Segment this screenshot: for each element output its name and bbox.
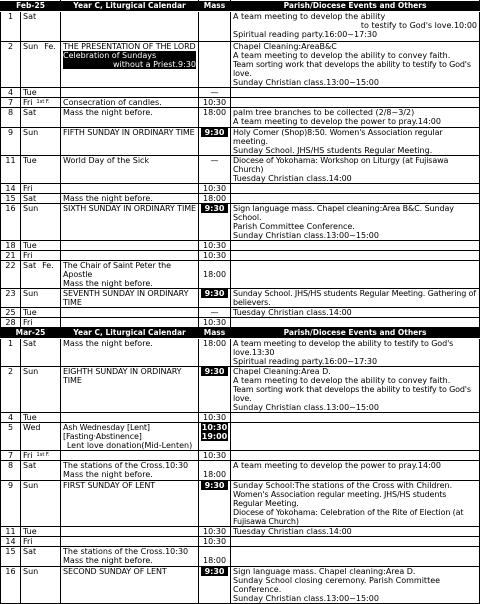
event-line: Sunday School. JHS/HS students Regular Meeting. Gathering of believers. (233, 289, 476, 307)
mass-time: 10:30 (202, 413, 227, 422)
events-cell (231, 88, 480, 98)
date-cell: 5 (1, 423, 21, 451)
mass-time: 18:00 (202, 339, 227, 348)
events-cell (231, 128, 480, 156)
date-cell: 15 (1, 194, 21, 204)
mass-time-cell (199, 156, 231, 184)
calendar-row (1, 156, 480, 184)
calendar-row (1, 413, 480, 423)
calendar-row (1, 527, 480, 537)
mass-time: 18:00 (202, 556, 227, 565)
mass-time-highlight: 9:30 (201, 128, 228, 137)
calendar-row (1, 461, 480, 481)
weekday-label: Tue (23, 413, 37, 422)
events-cell (231, 251, 480, 261)
event-line: to testify to God's love.10:00 (360, 21, 478, 30)
event-line: Women's Association regular meeting. JHS/HS students Regular Meeting. (233, 490, 447, 508)
mass-time-cell (199, 194, 231, 204)
mass-time-cell (199, 451, 231, 461)
date-cell: 4 (1, 88, 21, 98)
events-cell (231, 423, 480, 451)
weekday-label: Sat (23, 12, 37, 21)
weekday-cell (21, 567, 61, 604)
date-cell: 16 (1, 567, 21, 604)
event-line: Sunday Christian class.13:00~15:00 (233, 403, 379, 412)
weekday-cell (21, 194, 61, 204)
event-line: Chapel Cleaning:AreaB&C (233, 42, 337, 51)
weekday-label: Tue (23, 156, 37, 165)
mass-time-cell (199, 184, 231, 194)
mass-time-highlight: 9:30 (201, 204, 228, 213)
weekday-label: Wed (23, 423, 41, 432)
mass-time-highlight: 19:00 (201, 432, 228, 441)
calendar-row (1, 339, 480, 367)
events-cell (231, 527, 480, 537)
weekday-cell (21, 318, 61, 328)
event-line: Diocese of Yokohama: Celebration of the Rite of Election (at Fujisawa Church) (233, 508, 464, 526)
weekday-cell (21, 527, 61, 537)
mass-time: 10:30 (202, 318, 227, 327)
weekday-label: Tue (23, 88, 37, 97)
weekday-label: Sat (23, 194, 37, 203)
header-mass: Mass (199, 328, 231, 339)
event-line: Parish Committee Conference. (233, 222, 355, 231)
events-cell (231, 318, 480, 328)
liturgical-cell (61, 241, 199, 251)
events-cell (231, 241, 480, 251)
weekday-label: Sat (23, 461, 37, 470)
calendar-header-row (1, 328, 480, 339)
calendar-row (1, 204, 480, 241)
liturgical-cell (61, 451, 199, 461)
mass-time (201, 461, 228, 470)
header-month: Feb-25 (1, 1, 61, 12)
date-cell: 16 (1, 204, 21, 241)
mass-time-cell (199, 98, 231, 108)
date-cell: 14 (1, 184, 21, 194)
mass-time: 18:00 (202, 470, 227, 479)
date-cell: 1 (1, 339, 21, 367)
calendar-row (1, 261, 480, 289)
weekday-cell (21, 339, 61, 367)
weekday-label: Tue (23, 241, 37, 250)
date-cell: 8 (1, 461, 21, 481)
liturgical-cell (61, 194, 199, 204)
mass-time-highlight: 10:30 (201, 423, 228, 432)
event-line: Team sorting work that develops the ability to testify to God's love. (233, 385, 471, 403)
weekday-label: Fri (23, 318, 33, 327)
weekday-cell (21, 42, 61, 88)
event-line: Sunday Christian class.13:00~15:00 (233, 231, 379, 240)
liturgical-line: Mass the night before. (63, 194, 153, 203)
mass-time-cell (199, 481, 231, 527)
weekday-cell (21, 308, 61, 318)
date-cell: 7 (1, 451, 21, 461)
weekday-label: Sun (23, 481, 39, 490)
liturgical-line: Mass the night before. (63, 556, 153, 565)
mass-time-cell (199, 547, 231, 567)
event-line: Sunday Christian class.13:00~15:00 (233, 78, 379, 87)
mass-time: 10:30 (202, 251, 227, 260)
calendar-row (1, 481, 480, 527)
mass-time-cell (199, 461, 231, 481)
mass-time-cell (199, 251, 231, 261)
mass-time: — (210, 156, 219, 165)
weekday-cell (21, 547, 61, 567)
liturgical-line: THE PRESENTATION OF THE LORD (63, 42, 196, 51)
mass-time: — (210, 308, 219, 317)
mass-time (201, 547, 228, 556)
events-cell (231, 156, 480, 184)
date-cell: 11 (1, 156, 21, 184)
weekday-label: Fri (23, 251, 33, 260)
event-line: A team meeting to develop the power to pray.14:00 (233, 117, 441, 126)
mass-time-cell (199, 128, 231, 156)
weekday-cell (21, 204, 61, 241)
event-line: Sunday School closing ceremony. Parish Committee Conference. (233, 576, 441, 594)
first-friday-mark: 1st F. (36, 99, 50, 105)
header-events: Parish/Diocese Events and Others (231, 1, 480, 12)
mass-time: 10:30 (202, 98, 227, 107)
mass-time: — (210, 88, 219, 97)
event-line: Sign language mass. Chapel cleaning:Area D. (233, 567, 416, 576)
events-cell (231, 98, 480, 108)
liturgical-cell (61, 204, 199, 241)
liturgical-cell (61, 461, 199, 481)
weekday-label: Sat (23, 108, 37, 117)
event-line: Holy Comer (Shop)8:50. Women's Association regular meeting. (233, 128, 443, 146)
weekday-cell (21, 289, 61, 308)
liturgical-line: FIFTH SUNDAY IN ORDINARY TIME (63, 128, 195, 137)
liturgical-cell (61, 481, 199, 527)
liturgical-line: SECOND SUNDAY OF LENT (63, 567, 167, 576)
header-mass: Mass (199, 1, 231, 12)
calendar-row (1, 98, 480, 108)
date-cell: 9 (1, 128, 21, 156)
mass-time-cell (199, 567, 231, 604)
date-cell: 23 (1, 289, 21, 308)
liturgical-line: The stations of the Cross.10:30 (63, 547, 189, 556)
weekday-label: Fri (23, 98, 33, 107)
events-cell (231, 289, 480, 308)
event-line: Tuesday Christian class.14:00 (233, 174, 352, 183)
liturgical-cell (61, 12, 199, 42)
header-month: Mar-25 (1, 328, 61, 339)
weekday-cell (21, 367, 61, 413)
event-line: Diocese of Yokohama: Workshop on Liturgy (at Fujisawa Church) (233, 156, 449, 174)
event-line: A team meeting to develop the ability to convey faith. (233, 51, 451, 60)
events-cell (231, 461, 480, 481)
date-cell: 15 (1, 547, 21, 567)
weekday-label: Sun (23, 367, 39, 376)
date-cell: 8 (1, 108, 21, 128)
mass-time: 10:30 (202, 451, 227, 460)
weekday-cell (21, 184, 61, 194)
liturgical-line: Mass the night before. (63, 108, 153, 117)
date-cell: 11 (1, 527, 21, 537)
liturgical-line: Lent love donation(Mid-Lenten) (66, 441, 193, 450)
mass-time-cell (199, 261, 231, 289)
mass-time: 18:00 (202, 108, 227, 117)
event-line: A team meeting to develop the ability to convey faith. (233, 376, 451, 385)
header-events: Parish/Diocese Events and Others (231, 328, 480, 339)
mass-time-cell (199, 367, 231, 413)
calendar-row (1, 42, 480, 88)
liturgical-line: Mass the night before. (63, 470, 153, 479)
weekday-cell (21, 108, 61, 128)
weekday-cell (21, 156, 61, 184)
liturgical-cell (61, 367, 199, 413)
mass-time-cell (199, 289, 231, 308)
weekday-label: Sat (23, 547, 37, 556)
weekday-cell (21, 451, 61, 461)
liturgical-line: Consecration of candles. (63, 98, 162, 107)
event-line: Spiritual reading party.16:00~17:30 (233, 30, 378, 39)
liturgical-line: Ash Wednesday [Lent] [Fasting·Abstinence] (63, 423, 150, 441)
calendar-row (1, 367, 480, 413)
mass-time (201, 261, 228, 270)
events-cell (231, 451, 480, 461)
weekday-label: Fri (23, 451, 33, 460)
weekday-cell (21, 128, 61, 156)
event-line: Sunday School. JHS/HS students Regular Meeting. (233, 146, 433, 155)
calendar-row (1, 108, 480, 128)
mass-time-cell (199, 318, 231, 328)
mass-time-cell (199, 413, 231, 423)
calendar-row (1, 308, 480, 318)
date-cell: 22 (1, 261, 21, 289)
mass-time: 10:30 (202, 241, 227, 250)
liturgical-line: Mass the night before. (63, 279, 153, 288)
liturgical-cell (61, 527, 199, 537)
header-liturgical: Year C, Liturgical Calendar (61, 1, 199, 12)
calendar-row (1, 289, 480, 308)
events-cell (231, 367, 480, 413)
mass-time: 10:30 (202, 527, 227, 536)
event-line: Sign language mass. Chapel cleaning:Area B&C. Sunday School. (233, 204, 454, 222)
weekday-label: Sun (23, 42, 39, 51)
date-cell: 25 (1, 308, 21, 318)
weekday-label: Fri (23, 184, 33, 193)
events-cell (231, 308, 480, 318)
date-cell: 1 (1, 12, 21, 42)
mass-time-cell (199, 88, 231, 98)
events-cell (231, 481, 480, 527)
weekday-label: Sun (23, 289, 39, 298)
mass-time-cell (199, 423, 231, 451)
liturgical-line: World Day of the Sick (63, 156, 150, 165)
event-line: Team sorting work that develops the ability to testify to God's love. (233, 60, 471, 78)
date-cell: 18 (1, 241, 21, 251)
calendar-row (1, 423, 480, 451)
liturgical-line: Mass the night before. (63, 339, 153, 348)
feast-mark: Fe. (44, 42, 56, 51)
header-liturgical: Year C, Liturgical Calendar (61, 328, 199, 339)
event-line: A team meeting to develop the ability to testify to God's love.13:30 (233, 339, 454, 357)
date-cell: 21 (1, 251, 21, 261)
weekday-label: Sun (23, 128, 39, 137)
events-cell (231, 547, 480, 567)
events-cell (231, 339, 480, 367)
liturgical-cell (61, 42, 199, 88)
date-cell: 4 (1, 413, 21, 423)
calendar-row (1, 194, 480, 204)
event-line: Tuesday Christian class.14:00 (233, 527, 352, 536)
events-cell (231, 537, 480, 547)
events-cell (231, 108, 480, 128)
weekday-label: Sun (23, 204, 39, 213)
liturgical-cell (61, 339, 199, 367)
mass-time-highlight: 9:30 (201, 481, 228, 490)
weekday-label: Fri (23, 537, 33, 546)
liturgical-cell (61, 88, 199, 98)
events-cell (231, 194, 480, 204)
mass-time-cell (199, 308, 231, 318)
mass-time-cell (199, 42, 231, 88)
liturgical-cell (61, 108, 199, 128)
events-cell (231, 204, 480, 241)
liturgical-cell (61, 308, 199, 318)
event-line: palm tree branches to be collected (2/8~3/2) (233, 108, 415, 117)
liturgical-line: Celebration of Sundays (63, 51, 196, 60)
liturgical-line: The stations of the Cross.10:30 (63, 461, 189, 470)
date-cell: 9 (1, 481, 21, 527)
mass-time-cell (199, 537, 231, 547)
event-line: Tuesday Christian class.14:00 (233, 308, 352, 317)
mass-time-cell (199, 527, 231, 537)
liturgical-cell (61, 98, 199, 108)
liturgical-cell (61, 261, 199, 289)
event-line: Spiritual reading party.16:00~17:30 (233, 357, 378, 366)
liturgical-line: FIRST SUNDAY OF LENT (63, 481, 156, 490)
calendar-row (1, 128, 480, 156)
weekday-cell (21, 261, 61, 289)
liturgical-cell (61, 289, 199, 308)
date-cell: 2 (1, 367, 21, 413)
weekday-cell (21, 423, 61, 451)
liturgical-line: SEVENTH SUNDAY IN ORDINARY TIME (63, 289, 189, 307)
events-cell (231, 42, 480, 88)
date-cell: 28 (1, 318, 21, 328)
weekday-cell (21, 481, 61, 527)
weekday-cell (21, 537, 61, 547)
liturgical-cell (61, 537, 199, 547)
event-line: A team meeting to develop the power to pray.14:00 (233, 461, 441, 470)
liturgical-cell (61, 156, 199, 184)
event-line: Sunday School:The stations of the Cross with Children. (233, 481, 453, 490)
liturgical-cell (61, 251, 199, 261)
mass-time-cell (199, 108, 231, 128)
date-cell: 7 (1, 98, 21, 108)
first-friday-mark: 1st F. (36, 452, 50, 458)
weekday-cell (21, 98, 61, 108)
calendar-row (1, 251, 480, 261)
mass-time-cell (199, 241, 231, 251)
event-line: A team meeting to develop the ability (233, 12, 386, 21)
mass-time: 18:00 (202, 194, 227, 203)
events-cell (231, 12, 480, 42)
liturgical-cell (61, 318, 199, 328)
weekday-label: Tue (23, 308, 37, 317)
events-cell (231, 413, 480, 423)
mass-time: 18:00 (202, 270, 227, 279)
weekday-label: Sat (23, 261, 37, 270)
weekday-cell (21, 251, 61, 261)
calendar-header-row (1, 1, 480, 12)
weekday-cell (21, 413, 61, 423)
mass-time: 10:30 (202, 537, 227, 546)
liturgical-line: without a Priest.9:30 (63, 60, 196, 69)
calendar-row (1, 88, 480, 98)
weekday-cell (21, 241, 61, 251)
liturgical-line: The Chair of Saint Peter the Apostle (63, 261, 171, 279)
liturgical-line: SIXTH SUNDAY IN ORDINARY TIME (63, 204, 196, 213)
date-cell: 14 (1, 537, 21, 547)
liturgical-cell (61, 413, 199, 423)
liturgical-line: EIGHTH SUNDAY IN ORDINARY TIME (63, 367, 182, 385)
liturgical-cell (61, 184, 199, 194)
liturgical-cell (61, 567, 199, 604)
weekday-label: Sun (23, 567, 39, 576)
calendar-row (1, 318, 480, 328)
events-cell (231, 261, 480, 289)
weekday-label: Tue (23, 527, 37, 536)
liturgical-cell (61, 547, 199, 567)
liturgical-cell (61, 423, 199, 451)
calendar-row (1, 241, 480, 251)
events-cell (231, 567, 480, 604)
calendar-row (1, 567, 480, 604)
feast-mark: Fe. (42, 261, 54, 270)
calendar-row (1, 547, 480, 567)
calendar-row (1, 12, 480, 42)
date-cell: 2 (1, 42, 21, 88)
weekday-cell (21, 12, 61, 42)
calendar-row (1, 537, 480, 547)
mass-time-highlight: 9:30 (201, 567, 228, 576)
weekday-label: Sat (23, 339, 37, 348)
mass-time-cell (199, 204, 231, 241)
events-cell (231, 184, 480, 194)
liturgical-cell (61, 128, 199, 156)
calendar-row (1, 184, 480, 194)
calendar-body (1, 1, 480, 604)
weekday-cell (21, 88, 61, 98)
mass-time-cell (199, 12, 231, 42)
calendar-row (1, 451, 480, 461)
mass-time-cell (199, 339, 231, 367)
event-line: Chapel Cleaning:Area D. (233, 367, 331, 376)
weekday-cell (21, 461, 61, 481)
mass-time: 10:30 (202, 184, 227, 193)
event-line: Sunday Christian class.13:00~15:00 (233, 594, 379, 603)
mass-time-highlight: 9:30 (201, 289, 228, 298)
mass-time-highlight: 9:30 (201, 367, 228, 376)
